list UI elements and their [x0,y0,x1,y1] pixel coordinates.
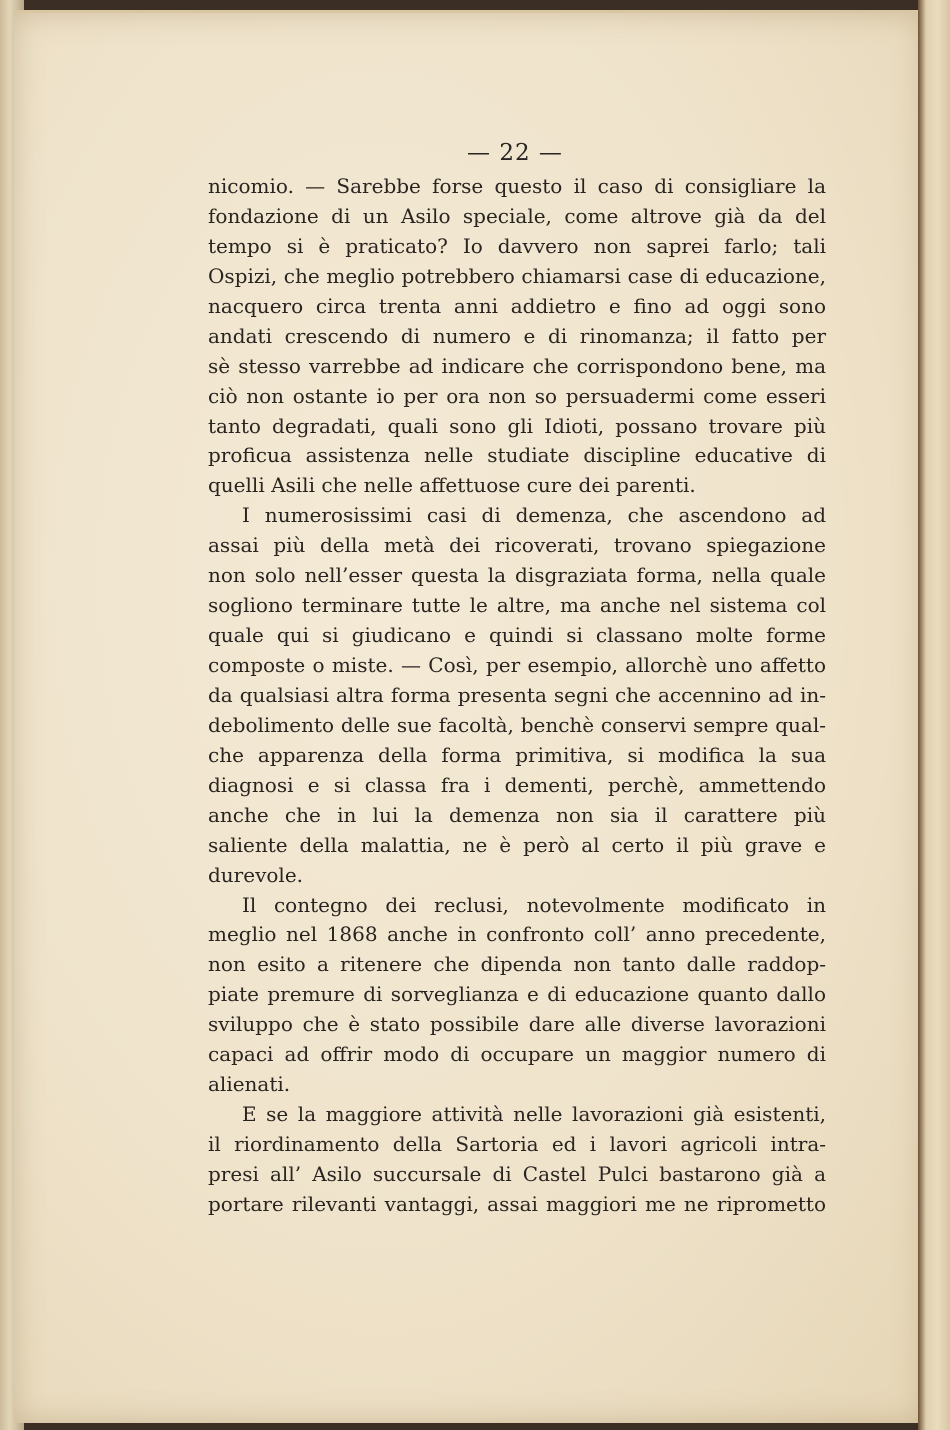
text-line: nicomio. — Sarebbe forse questo il caso di consigliare la [208,174,826,198]
text-line: assai più della metà dei ricoverati, trovano spiegazione [208,533,826,558]
text-line: ciò non ostante io per ora non so persuadermi come esseri [208,383,826,408]
text-line: tempo si è praticato? Io davvero non saprei farlo; tali [208,233,826,258]
text-line: anche che in lui la demenza non sia il carattere più [208,802,826,827]
text-line: Il contegno dei reclusi, notevolmente modificato in [242,892,826,917]
text-line: che apparenza della forma primitiva, si modifica la sua [208,742,826,767]
text-line: andati crescendo di numero e di rinomanza; il fatto per [208,323,826,348]
text-line: portare rilevanti vantaggi, assai maggiori me ne riprometto [208,1191,826,1216]
text-line: non solo nell’esser questa la disgraziata forma, nella quale [208,563,826,588]
text-line: piate premure di sorveglianza e di educazione quanto dallo [208,982,826,1007]
text-line: non esito a ritenere che dipenda non tanto dalle raddop- [208,952,826,977]
text-line: proficua assistenza nelle studiate discipline educative di [208,443,826,468]
text-line: capaci ad offrir modo di occupare un maggior numero di [208,1042,826,1067]
page-number: — 22 — [467,140,563,166]
body-text [208,172,826,1220]
text-line: sviluppo che è stato possibile dare alle diverse lavorazioni [208,1012,826,1037]
text-line: fondazione di un Asilo speciale, come altrove già da del [208,203,826,228]
text-line: sè stesso varrebbe ad indicare che corrispondono bene, ma [208,353,826,378]
text-line: durevole. [208,862,304,887]
text-line: debolimento delle sue facoltà, benchè conservi sempre qual- [208,712,826,737]
text-line: Ospizi, che meglio potrebbero chiamarsi case di educazione, [208,263,826,288]
text-line: presi all’ Asilo succursale di Castel Pulci bastarono già a [208,1161,826,1186]
text-line: nacquero circa trenta anni addietro e fino ad oggi sono [208,293,826,318]
text-line: composte o miste. — Così, per esempio, allorchè uno affetto [208,653,826,677]
text-line: alienati. [208,1072,291,1097]
text-line: E se la maggiore attività nelle lavorazioni già esistenti, [242,1102,826,1127]
page-edge-right [918,0,950,1430]
text-line: quale qui si giudicano e quindi si classano molte forme [208,623,826,648]
text-line: da qualsiasi altra forma presenta segni che accennino ad in- [208,682,826,707]
text-line: diagnosi e si classa fra i dementi, perchè, ammettendo [208,772,826,797]
text-line: I numerosissimi casi di demenza, che ascendono ad [242,503,826,528]
text-line: meglio nel 1868 anche in confronto coll’ anno precedente, [208,922,826,947]
text-line: saliente della malattia, ne è però al certo il più grave e [208,832,826,857]
text-line: quelli Asili che nelle affettuose cure dei parenti. [208,473,696,498]
text-line: tanto degradati, quali sono gli Idioti, possano trovare più [208,413,826,438]
text-line: il riordinamento della Sartoria ed i lavori agricoli intra- [208,1132,826,1156]
text-line: sogliono terminare tutte le altre, ma anche nel sistema col [208,593,826,618]
